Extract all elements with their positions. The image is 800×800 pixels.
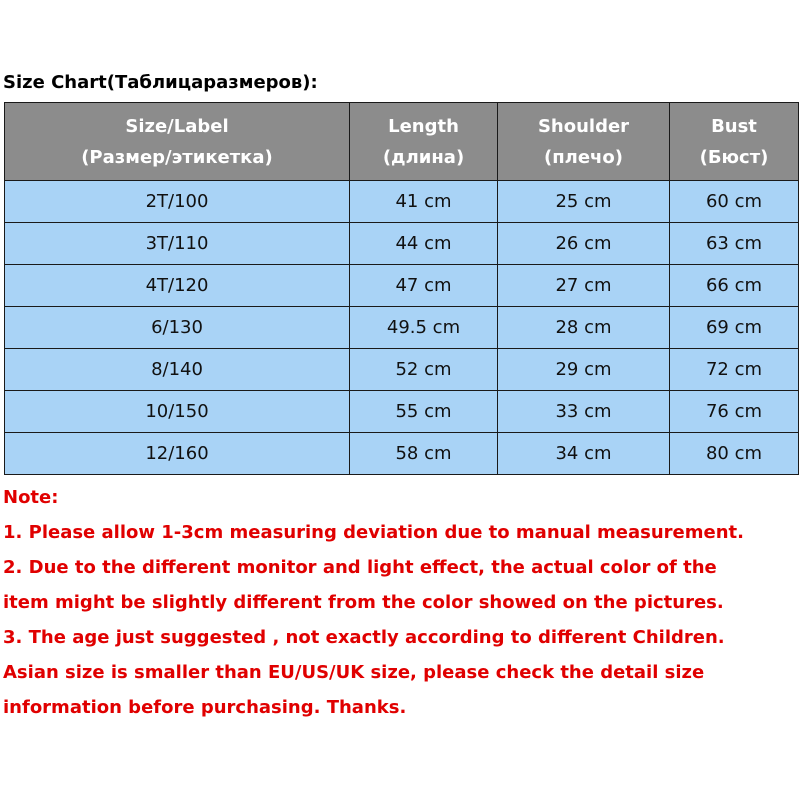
table-row — [5, 181, 799, 223]
cell-shoulder: 34 cm — [498, 433, 670, 475]
cell-size: 8/140 — [5, 349, 350, 391]
note-line: Asian size is smaller than EU/US/UK size, please check the detail size — [3, 662, 705, 683]
header-shoulder-en: Shoulder — [537, 115, 630, 137]
note-line: 1. Please allow 1-3cm measuring deviation due to manual measurement. — [3, 522, 744, 543]
cell-shoulder: 33 cm — [498, 391, 670, 433]
cell-bust: 80 cm — [670, 433, 799, 475]
cell-bust: 72 cm — [670, 349, 799, 391]
header-length-ru: (длина) — [382, 146, 465, 168]
header-size-label-en: Size/Label — [125, 115, 229, 137]
header-size-label — [5, 103, 350, 181]
header-bust — [670, 103, 799, 181]
cell-length: 44 cm — [350, 223, 498, 265]
cell-bust: 60 cm — [670, 181, 799, 223]
size-chart-table — [4, 102, 799, 475]
note-line: information before purchasing. Thanks. — [3, 697, 407, 718]
note-line: 2. Due to the different monitor and light effect, the actual color of the — [3, 557, 717, 578]
cell-bust: 66 cm — [670, 265, 799, 307]
table-row — [5, 265, 799, 307]
cell-length: 55 cm — [350, 391, 498, 433]
table-row — [5, 391, 799, 433]
header-length-en: Length — [388, 115, 459, 137]
table-row — [5, 307, 799, 349]
notes-section — [3, 480, 798, 725]
header-shoulder-ru: (плечо) — [543, 146, 623, 168]
page-title: Size Chart(Таблицаразмеров): — [3, 72, 318, 93]
cell-shoulder: 27 cm — [498, 265, 670, 307]
cell-shoulder: 29 cm — [498, 349, 670, 391]
table-header-row — [5, 103, 799, 181]
header-bust-ru: (Бюст) — [699, 146, 769, 168]
cell-size: 6/130 — [5, 307, 350, 349]
cell-shoulder: 25 cm — [498, 181, 670, 223]
cell-shoulder: 28 cm — [498, 307, 670, 349]
note-line: item might be slightly different from the color showed on the pictures. — [3, 592, 724, 613]
cell-size: 4T/120 — [5, 265, 350, 307]
cell-length: 49.5 cm — [350, 307, 498, 349]
cell-length: 47 cm — [350, 265, 498, 307]
cell-size: 12/160 — [5, 433, 350, 475]
cell-bust: 76 cm — [670, 391, 799, 433]
table-row — [5, 349, 799, 391]
header-shoulder — [498, 103, 670, 181]
cell-bust: 69 cm — [670, 307, 799, 349]
cell-length: 52 cm — [350, 349, 498, 391]
note-heading: Note: — [3, 487, 59, 508]
cell-bust: 63 cm — [670, 223, 799, 265]
header-length — [350, 103, 498, 181]
cell-length: 58 cm — [350, 433, 498, 475]
note-line: 3. The age just suggested , not exactly according to different Children. — [3, 627, 725, 648]
cell-size: 10/150 — [5, 391, 350, 433]
cell-shoulder: 26 cm — [498, 223, 670, 265]
table-row — [5, 433, 799, 475]
cell-size: 2T/100 — [5, 181, 350, 223]
cell-size: 3T/110 — [5, 223, 350, 265]
cell-length: 41 cm — [350, 181, 498, 223]
header-size-label-ru: (Размер/этикетка) — [81, 146, 273, 168]
header-bust-en: Bust — [711, 115, 757, 137]
table-row — [5, 223, 799, 265]
